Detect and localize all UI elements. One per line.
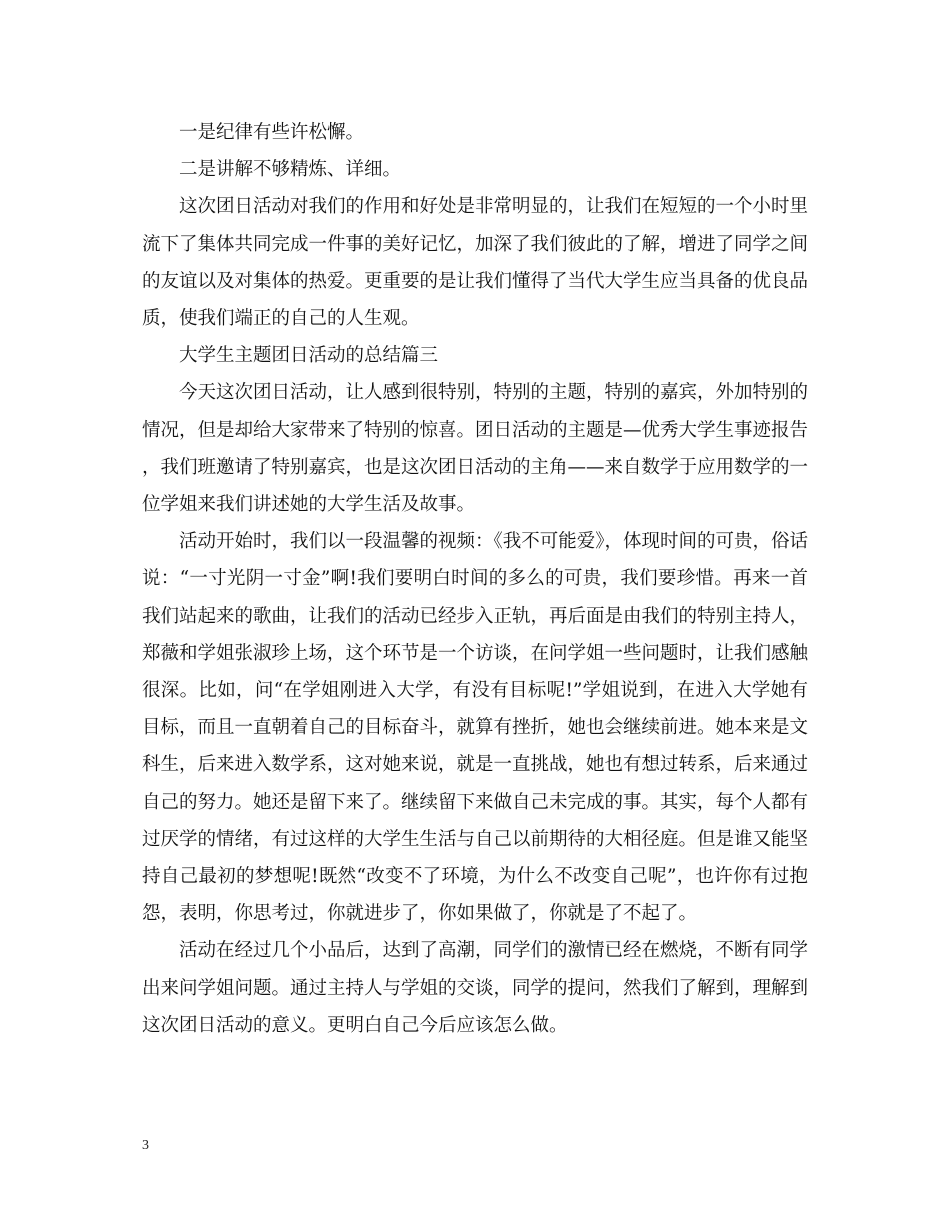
paragraph-discipline: 一是纪律有些许松懈。 xyxy=(179,122,365,143)
section-heading: 大学生主题团日活动的总结篇三 xyxy=(179,345,439,367)
page-number: 3 xyxy=(142,1138,149,1153)
document-body xyxy=(142,114,808,1044)
paragraph-activity-start: 活动开始时，我们以一段温馨的视频：《我不可能爱》，体现时间的可贵，俗话说：“一寸光阴一寸金”啊!我们要明白时间的多么的可贵，我们要珍惜。再来一首我们站起来的歌曲，让我们的活动已经步入正轨，再后面是由我们的特别主持人，郑薇和学姐张淑珍上场，这个环节是一个访谈，在问学姐一些问题时，让我们感触很深。比如，问“在学姐刚进入大学，有没有目标呢!”学姐说到，在进入大学她有目标，而且一直朝着自己的目标奋斗，就算有挫折，她也会继续前进。她本来是文科生，后来进入数学系，这对她来说，就是一直挑战，她也有想过转系，后来通过自己的努力。她还是留下来了。继续留下来做自己未完成的事。其实，每个人都有过厌学的情绪，有过这样的大学生生活与自己以前期待的大相径庭。但是谁又能坚持自己最初的梦想呢!既然“改变不了环境，为什么不改变自己呢”，也许你有过抱怨，表明，你思考过，你就进步了，你如果做了，你就是了不起了。 xyxy=(142,531,809,925)
paragraph-explanation: 二是讲解不够精炼、详细。 xyxy=(179,159,402,181)
paragraph-activity-climax: 活动在经过几个小品后，达到了高潮，同学们的激情已经在燃烧，不断有同学出来问学姐问题。通过主持人与学姐的交谈，同学的提问，然我们了解到，理解到这次团日活动的意义。更明白自己今后应该怎么做。 xyxy=(142,940,809,1036)
paragraph-activity-benefits: 这次团日活动对我们的作用和好处是非常明显的，让我们在短短的一个小时里流下了集体共同完成一件事的美好记忆，加深了我们彼此的了解，增进了同学之间的友谊以及对集体的热爱。更重要的是让我们懂得了当代大学生应当具备的优良品质，使我们端正的自己的人生观。 xyxy=(142,196,809,330)
paragraph-special-theme: 今天这次团日活动，让人感到很特别，特别的主题，特别的嘉宾，外加特别的情况，但是却给大家带来了特别的惊喜。团日活动的主题是—优秀大学生事迹报告，我们班邀请了特别嘉宾，也是这次团日活动的主角——来自数学于应用数学的一位学姐来我们讲述她的大学生活及故事。 xyxy=(142,382,809,516)
